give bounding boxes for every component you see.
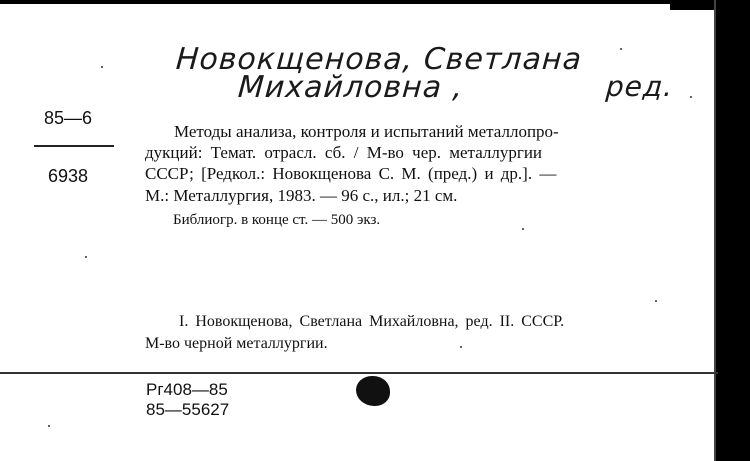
handwritten-author-line1: Новокщенова, Светлана (174, 42, 584, 77)
speck (101, 66, 103, 68)
description-line-3: СССР; [Редкол.: Новокщенова С. М. (пред.) и др.]. — (145, 164, 557, 183)
classification-code-top: 85—6 (44, 108, 93, 128)
bibliography-note: Библиогр. в конце ст. — 500 экз. (173, 212, 381, 228)
description-line-1: Методы анализа, контроля и испытаний металлопро- (174, 122, 559, 141)
scan-corner (670, 0, 720, 10)
speck (655, 300, 657, 302)
registry-number-1: Рг408—85 (146, 380, 228, 399)
speck (522, 228, 524, 230)
handwritten-editor-note: ред. (604, 70, 675, 103)
speck (48, 425, 50, 427)
classification-code-bottom: 6938 (48, 166, 89, 186)
index-entry-line-1: I. Новокщенова, Светлана Михайловна, ред. II. СССР. (179, 313, 565, 330)
description-line-2: дукций: Темат. отрасл. сб. / М-во чер. металлургии (145, 143, 543, 162)
card-divider (0, 372, 718, 374)
scan-edge-top (0, 0, 750, 4)
scan-edge-right (716, 0, 750, 461)
ink-stamp-icon (356, 376, 390, 406)
speck (620, 48, 622, 50)
classification-divider (34, 145, 114, 147)
speck (85, 256, 87, 258)
handwritten-author-line2: Михайловна , (236, 70, 465, 105)
registry-number-2: 85—55627 (146, 400, 230, 419)
description-line-4: М.: Металлургия, 1983. — 96 с., ил.; 21 см. (145, 186, 458, 205)
speck (690, 96, 692, 98)
speck (460, 346, 462, 348)
index-entry-line-2: М-во черной металлургии. (145, 335, 328, 352)
